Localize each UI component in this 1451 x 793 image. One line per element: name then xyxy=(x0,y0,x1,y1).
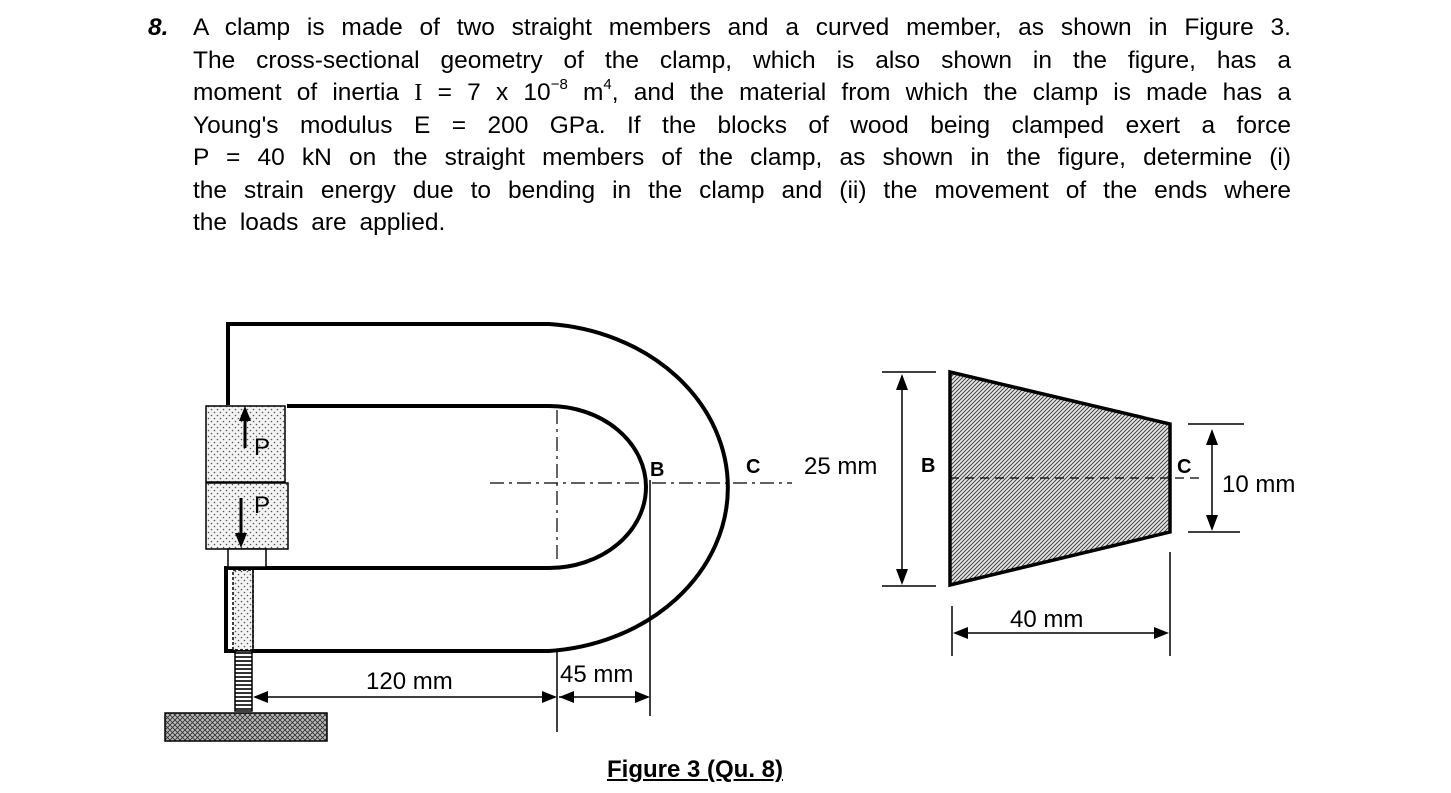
question-number: 8. xyxy=(148,14,169,41)
dim-10-label: 10 mm xyxy=(1222,471,1296,498)
dim-120-label: 120 mm xyxy=(366,668,453,695)
screw-rod xyxy=(233,570,253,650)
point-c-label: C xyxy=(746,456,761,478)
dim-25-arrow-top xyxy=(896,374,908,390)
dim-10-arrow-bottom xyxy=(1206,515,1218,531)
question-line-7: the loads are applied. xyxy=(193,209,446,236)
question-line-6: the strain energy due to bending in the clamp and (ii) the movement of the ends where xyxy=(193,176,1291,204)
screw-pad xyxy=(228,549,266,567)
question-line-2: The cross-sectional geometry of the clamp, which is also shown in the figure, has a xyxy=(193,46,1291,74)
dim-40-arrow-left xyxy=(953,627,968,639)
point-b-label: B xyxy=(650,459,665,481)
dim-45-arrow-left xyxy=(559,691,574,703)
load-label-lower: P xyxy=(254,492,271,519)
section-c-label: C xyxy=(1177,456,1192,478)
question-line-5: P = 40 kN on the straight members of the clamp, as shown in the figure, determine (i) xyxy=(193,144,1291,171)
dim-25-arrow-bottom xyxy=(896,569,908,585)
dim-10-arrow-top xyxy=(1206,429,1218,445)
figure-caption: Figure 3 (Qu. 8) xyxy=(607,756,784,783)
question-line-3: moment of inertia I = 7 x $10^{-8}$ $m^4$, and the material from which the clamp is made has a xyxy=(193,75,1291,106)
question-line-1: A clamp is made of two straight members and a curved member, as shown in Figure 3. xyxy=(193,14,1291,41)
dim-25-label: 25 mm xyxy=(804,453,878,480)
dim-40-arrow-right xyxy=(1154,627,1169,639)
screw-base xyxy=(165,713,327,741)
wood-block-lower xyxy=(206,483,288,549)
clamp-outer-outline xyxy=(226,324,728,651)
dim-120-arrow-left xyxy=(253,691,268,703)
question-line-4: Young's modulus E = 200 GPa. If the blocks of wood being clamped exert a force xyxy=(193,111,1291,139)
dim-40-label: 40 mm xyxy=(1010,606,1084,633)
screw-thread xyxy=(235,651,252,711)
dim-45-label: 45 mm xyxy=(560,661,634,688)
dim-120-arrow-right xyxy=(542,691,557,703)
load-label-upper: P xyxy=(254,434,271,461)
dim-45-arrow-right xyxy=(635,691,650,703)
section-b-label: B xyxy=(921,455,936,477)
